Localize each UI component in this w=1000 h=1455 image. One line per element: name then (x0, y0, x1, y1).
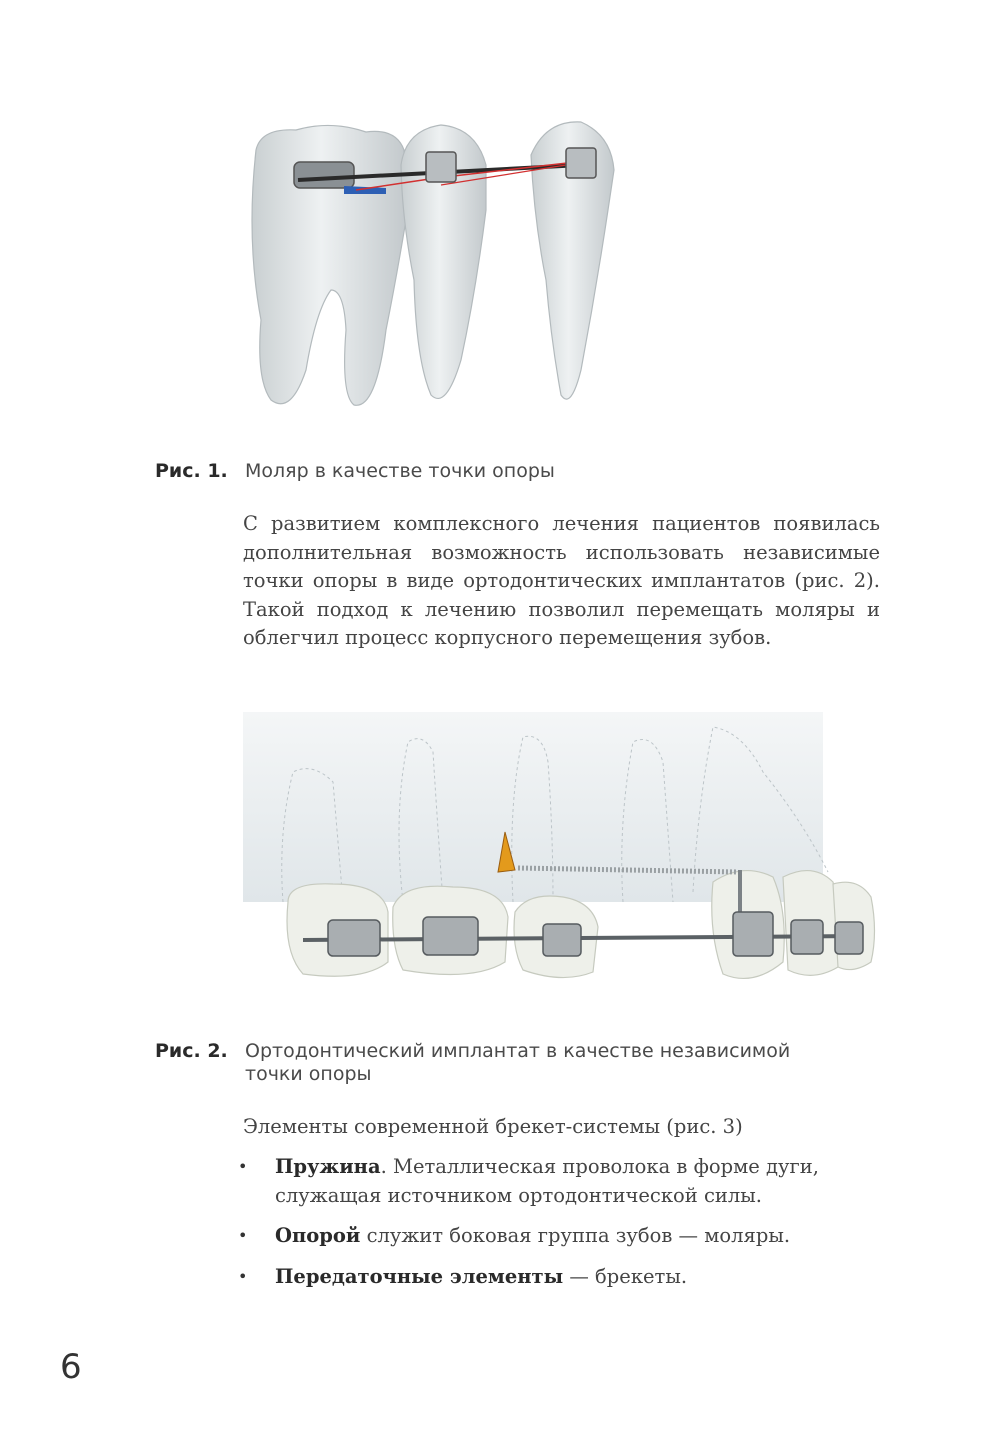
bullet-icon: • (238, 1157, 248, 1176)
bracket-2 (566, 148, 596, 178)
figure-2-caption-line-1: Ортодонтический имплантат в качестве независимой (245, 1040, 791, 1062)
list-item-term: Передаточные элементы (275, 1264, 564, 1288)
figure-2-illustration (243, 712, 893, 997)
bracket-a (423, 917, 478, 955)
figure-2-label: Рис. 2. (155, 1040, 228, 1062)
figure-2-caption (155, 1040, 855, 1086)
list-item-text: . Металлическая проволока в форме дуги, служащая источником ортодонтической силы. (275, 1155, 819, 1207)
bracket-d (791, 920, 823, 954)
figure-1-illustration (236, 110, 626, 420)
list-item (238, 1222, 883, 1251)
bullet-icon: • (238, 1226, 248, 1245)
page-number: 6 (60, 1347, 82, 1387)
figure-1-caption-text: Моляр в качестве точки опоры (245, 460, 555, 482)
figure-2-caption-text (245, 1040, 855, 1086)
list-item (238, 1263, 883, 1292)
list-item-text: служит боковая группа зубов — моляры. (360, 1224, 791, 1247)
elements-list (238, 1153, 883, 1303)
molar-tube-2 (328, 920, 380, 956)
molar-tube (294, 162, 354, 188)
list-item-term: Опорой (275, 1224, 361, 1247)
figure-1-label: Рис. 1. (155, 460, 228, 482)
list-item-term: Пружина (275, 1155, 381, 1178)
bracket-b (543, 924, 581, 956)
intro-paragraph: С развитием комплексного лечения пациентов появилась дополнительная возможность использовать независимые точки опоры в виде ортодонтических имплантатов (рис. 2). Такой подход к лечению позволил перемещать моляры и облегчил процесс корпусного перемещения зубов. (243, 512, 880, 649)
figure-2-caption-line-2: точки опоры (245, 1063, 372, 1085)
bracket-c (733, 912, 773, 956)
bracket-e (835, 922, 863, 954)
bracket-1 (426, 152, 456, 182)
figure-1-caption (155, 460, 855, 483)
list-item (238, 1153, 883, 1210)
bullet-icon: • (238, 1266, 248, 1286)
elements-heading: Элементы современной брекет-системы (рис. 3) (243, 1115, 743, 1138)
list-item-text: — брекеты. (563, 1264, 688, 1288)
